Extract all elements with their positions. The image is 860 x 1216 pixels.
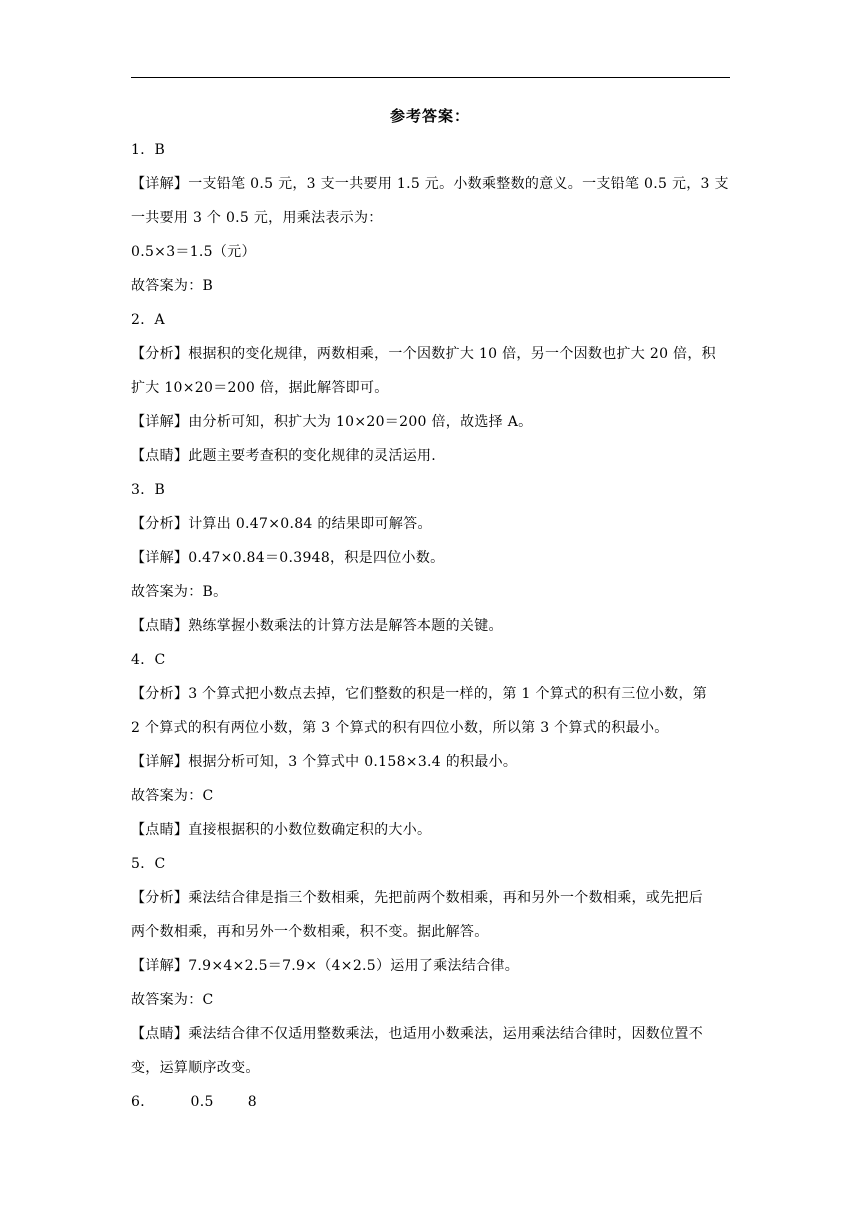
- answer-line: 【分析】计算出 0.47×0.84 的结果即可解答。: [131, 516, 432, 532]
- answer-line: 【点睛】此题主要考查积的变化规律的灵活运用.: [131, 448, 437, 464]
- answer-line: 故答案为：C: [131, 788, 214, 804]
- answer-line: 3．B: [131, 482, 166, 498]
- answer-line: 两个数相乘，再和另外一个数相乘，积不变。据此解答。: [131, 924, 489, 940]
- q6-answer-2: 8: [247, 1094, 257, 1110]
- answer-line: 0.5×3＝1.5（元）: [131, 244, 256, 260]
- answer-line: 变，运算顺序改变。: [131, 1060, 260, 1076]
- page-title: 参考答案：: [389, 107, 470, 125]
- answer-line: 【点睛】乘法结合律不仅适用整数乘法，也适用小数乘法，运用乘法结合律时，因数位置不: [131, 1026, 703, 1042]
- answer-line: 【详解】一支铅笔 0.5 元，3 支一共要用 1.5 元。小数乘整数的意义。一支铅笔 0.5 元，3 支: [131, 176, 729, 192]
- answer-line: 2 个算式的积有两位小数，第 3 个算式的积有四位小数，所以第 3 个算式的积最小。: [131, 720, 669, 736]
- answer-line: 一共要用 3 个 0.5 元，用乘法表示为：: [131, 210, 383, 226]
- q6-answer-1: 0.5: [190, 1094, 214, 1110]
- answer-line: 【详解】0.47×0.84＝0.3948，积是四位小数。: [131, 550, 445, 566]
- answer-line: 【详解】7.9×4×2.5＝7.9×（4×2.5）运用了乘法结合律。: [131, 958, 519, 974]
- answer-line: 故答案为：B。: [131, 584, 228, 600]
- answer-line: 【点睛】熟练掌握小数乘法的计算方法是解答本题的关键。: [131, 618, 503, 634]
- answer-line: 故答案为：C: [131, 992, 214, 1008]
- answer-line: 【分析】乘法结合律是指三个数相乘，先把前两个数相乘，再和另外一个数相乘，或先把后: [131, 890, 703, 906]
- q6-line: [131, 1085, 730, 1119]
- answer-line: 扩大 10×20＝200 倍，据此解答即可。: [131, 380, 389, 396]
- answer-line: 【详解】根据分析可知，3 个算式中 0.158×3.4 的积最小。: [131, 754, 518, 770]
- answer-line: 2．A: [131, 312, 165, 328]
- q6-number: 6．: [131, 1094, 155, 1110]
- answer-content: [131, 133, 730, 1119]
- answer-line: 4．C: [131, 652, 166, 668]
- answer-line: 【分析】3 个算式把小数点去掉，它们整数的积是一样的，第 1 个算式的积有三位小数，第: [131, 686, 708, 702]
- header-rule: [131, 77, 730, 78]
- answer-line: 【详解】由分析可知，积扩大为 10×20＝200 倍，故选择 A。: [131, 414, 533, 430]
- answer-line: 故答案为：B: [131, 278, 214, 294]
- answer-line: 【分析】根据积的变化规律，两数相乘，一个因数扩大 10 倍，另一个因数也扩大 20 倍，积: [131, 346, 716, 362]
- answer-line: 5．C: [131, 856, 166, 872]
- answer-line: 【点睛】直接根据积的小数位数确定积的大小。: [131, 822, 432, 838]
- answer-line: 1．B: [131, 142, 166, 158]
